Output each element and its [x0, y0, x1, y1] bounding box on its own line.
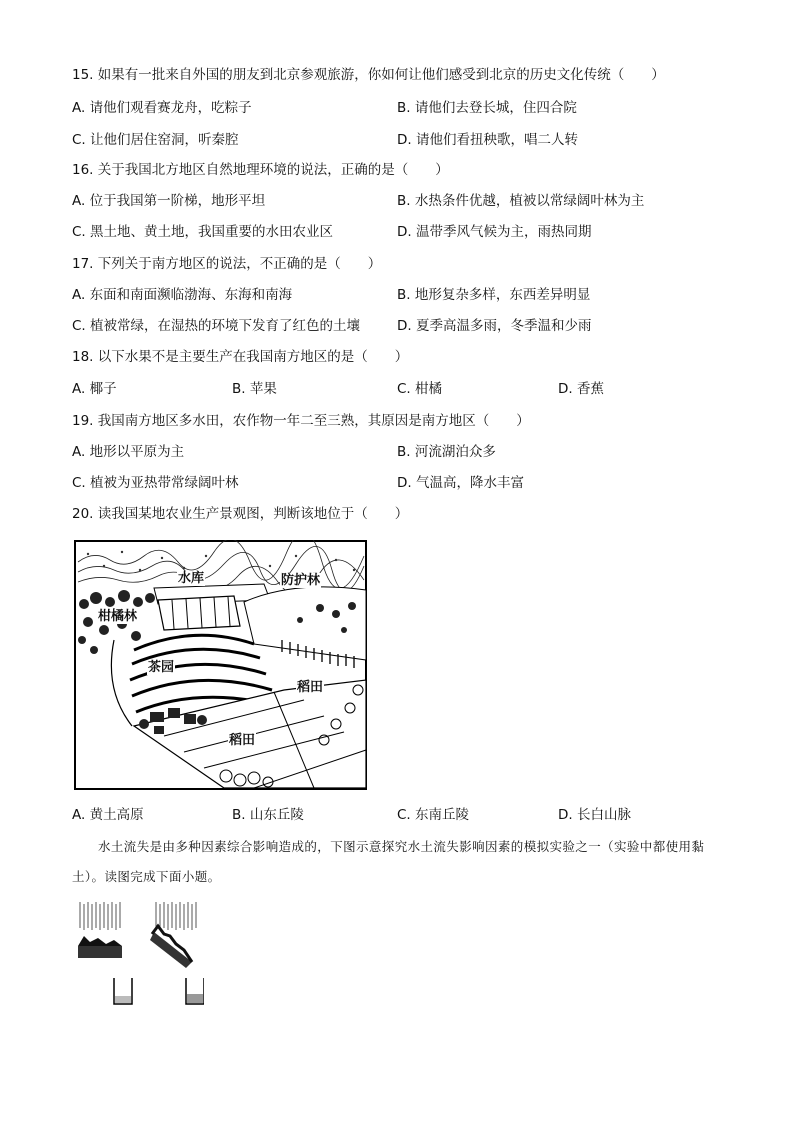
question-15-option-a: A. 请他们观看赛龙舟，吃粽子 [72, 100, 252, 116]
question-15-option-d: D. 请他们看扭秧歌，唱二人转 [397, 132, 578, 148]
question-18-option-a: A. 椰子 [72, 381, 117, 397]
soil-erosion-experiment-figure [74, 898, 204, 1010]
question-20-stem: 20. 读我国某地农业生产景观图，判断该地位于（ ） [72, 506, 409, 522]
label-tea-garden: 茶园 [148, 660, 175, 675]
label-paddy-upper: 稻田 [297, 680, 324, 695]
label-shelterbelt: 防护林 [281, 573, 321, 588]
experiment-illustration [74, 898, 204, 1010]
question-17-option-a: A. 东面和南面濒临渤海、东海和南海 [72, 287, 293, 303]
label-paddy-lower: 稻田 [229, 733, 256, 748]
question-16-option-b: B. 水热条件优越，植被以常绿阔叶林为主 [397, 193, 645, 209]
question-16-option-d: D. 温带季风气候为主，雨热同期 [397, 224, 592, 240]
question-15-option-b: B. 请他们去登长城，住四合院 [397, 100, 577, 116]
label-orange-grove: 柑橘林 [98, 609, 138, 624]
question-19-option-b: B. 河流湖泊众多 [397, 444, 496, 460]
question-18-stem: 18. 以下水果不是主要生产在我国南方地区的是（ ） [72, 349, 409, 365]
soil-erosion-intro: 水土流失是由多种因素综合影响造成的，下图示意探究水土流失影响因素的模拟实验之一（实验中都使用黏土）。读图完成下面小题。 [72, 839, 705, 884]
question-19-option-d: D. 气温高，降水丰富 [397, 475, 524, 491]
question-17-option-d: D. 夏季高温多雨，冬季温和少雨 [397, 318, 592, 334]
question-20-option-b: B. 山东丘陵 [232, 807, 304, 823]
question-18-option-b: B. 苹果 [232, 381, 277, 397]
question-17-option-b: B. 地形复杂多样，东西差异明显 [397, 287, 591, 303]
question-15-stem: 15. 如果有一批来自外国的朋友到北京参观旅游，你如何让他们感受到北京的历史文化传统（ ） [72, 67, 665, 83]
question-16-stem: 16. 关于我国北方地区自然地理环境的说法，正确的是（ ） [72, 162, 449, 178]
label-reservoir: 水库 [178, 571, 205, 586]
question-18-option-d: D. 香蕉 [558, 381, 604, 397]
agricultural-landscape-figure [74, 540, 367, 790]
question-18-option-c: C. 柑橘 [397, 381, 443, 397]
question-20-option-a: A. 黄土高原 [72, 807, 144, 823]
question-16-option-c: C. 黑土地、黄土地，我国重要的水田农业区 [72, 224, 334, 240]
question-19-option-c: C. 植被为亚热带常绿阔叶林 [72, 475, 239, 491]
landscape-illustration [74, 540, 367, 790]
question-17-stem: 17. 下列关于南方地区的说法，不正确的是（ ） [72, 256, 382, 272]
question-16-option-a: A. 位于我国第一阶梯，地形平坦 [72, 193, 266, 209]
question-15-option-c: C. 让他们居住窑洞，听秦腔 [72, 132, 239, 148]
question-19-option-a: A. 地形以平原为主 [72, 444, 185, 460]
question-17-option-c: C. 植被常绿，在湿热的环境下发育了红色的土壤 [72, 318, 361, 334]
question-19-stem: 19. 我国南方地区多水田，农作物一年二至三熟，其原因是南方地区（ ） [72, 413, 530, 429]
question-20-option-d: D. 长白山脉 [558, 807, 631, 823]
question-20-option-c: C. 东南丘陵 [397, 807, 470, 823]
